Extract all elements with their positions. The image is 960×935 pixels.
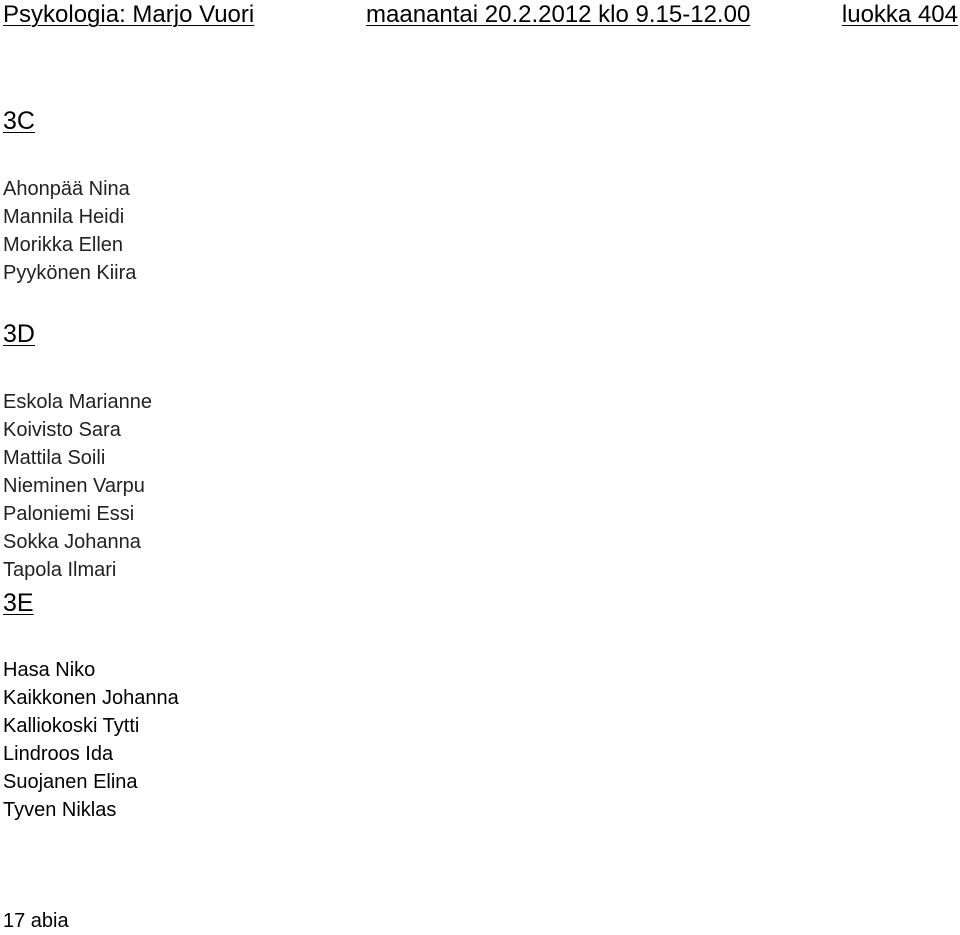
course-title: Psykologia: Marjo Vuori [3,1,255,28]
group-title-3d: 3D [3,320,35,348]
student-name: Suojanen Elina [3,771,138,793]
group-title-3e: 3E [3,589,34,617]
student-name: Paloniemi Essi [3,503,135,525]
student-name: Koivisto Sara [3,419,121,441]
classroom: luokka 404 [841,1,958,28]
student-name: Mannila Heidi [3,206,125,228]
student-name: Ahonpää Nina [3,178,130,200]
student-name: Kaikkonen Johanna [3,687,179,709]
group-title-3c: 3C [3,107,35,135]
group-list-3c [3,175,136,287]
student-name: Sokka Johanna [3,531,141,553]
student-name: Nieminen Varpu [3,475,145,497]
student-name: Hasa Niko [3,659,96,681]
group-list-3d [3,388,152,584]
group-list-3e [3,656,179,824]
student-name: Morikka Ellen [3,234,124,256]
student-name: Lindroos Ida [3,743,114,765]
student-name: Kalliokoski Tytti [3,715,140,737]
exam-date-time: maanantai 20.2.2012 klo 9.15-12.00 [366,1,751,28]
student-name: Mattila Soili [3,447,106,469]
student-name: Tyven Niklas [3,799,117,821]
page-header [3,0,958,30]
student-name: Tapola Ilmari [3,559,117,581]
student-name: Pyykönen Kiira [3,262,137,284]
student-count: 17 abia [3,910,69,932]
student-name: Eskola Marianne [3,391,152,413]
